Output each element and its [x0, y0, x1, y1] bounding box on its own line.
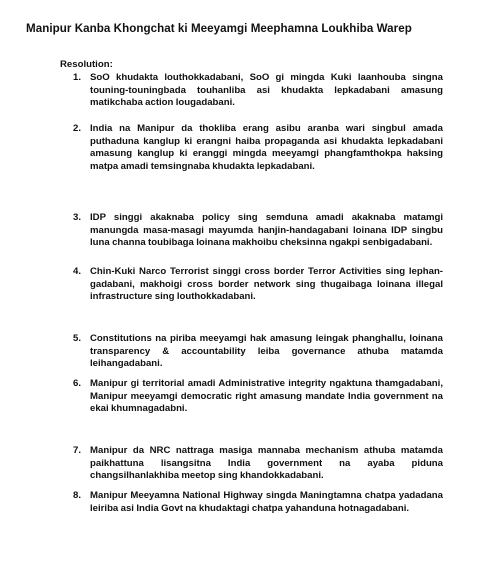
resolution-number: 8. — [73, 490, 82, 501]
resolution-number: 6. — [73, 378, 82, 389]
resolution-text: Chin-Kuki Narco Terrorist singgi cross border Terror Activities sing lephan-gadabani, makhoigi cross border network sing thugaibaga loinana illegal infrastructure sing louthokkadabani. — [90, 266, 443, 303]
resolution-text: Constitutions na piriba meeyamgi hak amasung leingak phanghallu, loinana transparency & accountability leiba governance athuba matamda leihangadabani. — [90, 333, 443, 370]
resolution-number: 1. — [73, 72, 82, 83]
resolution-text: IDP singgi akaknaba policy sing semduna amadi akaknaba matamgi manungda masa-masagi mayumda hanjin-handagabani loinana IDP singbu luna channa toubibaga loinana makhoibu cheksinna ngakpi senbigadabani. — [90, 212, 443, 249]
resolution-heading: Resolution: — [60, 59, 113, 70]
resolution-text: Manipur da NRC nattraga masiga mannaba mechanism athuba matamda paikhattuna lisangsitna India government na ayaba piduna changsilhanlakhiba meetop sing khandokkadabani. — [90, 445, 443, 482]
resolution-number: 2. — [73, 123, 82, 134]
resolution-text: Manipur Meeyamna National Highway singda Maningtamna chatpa yadadana leiriba asi India Govt na khudaktagi chatpa yahanduna hotnagadabani. — [90, 490, 443, 514]
resolution-text: SoO khudakta louthokkadabani, SoO gi mingda Kuki laanhouba singna touning-touningbada touhanliba asi khudakta lepkadabani amasung matikchaba action lougadabani. — [90, 72, 443, 109]
resolution-number: 3. — [73, 212, 82, 223]
resolution-number: 4. — [73, 266, 82, 277]
document-title: Manipur Kanba Khongchat ki Meeyamgi Meephamna Loukhiba Warep — [26, 22, 412, 35]
resolution-text: India na Manipur da thokliba erang asibu aranba wari singbul amada puthaduna kanglup ki erangni haiba propaganda asi khudakta lepkadabani amasung kanglup ki eranggi mingda meeyamgi phangfamthokpa haksing matpa amadi temsingnaba khudakta lepkadabani. — [90, 123, 443, 172]
resolution-number: 7. — [73, 445, 82, 456]
resolution-number: 5. — [73, 333, 82, 344]
resolution-text: Manipur gi territorial amadi Administrative integrity ngaktuna thamgadabani, Manipur meeyamgi democratic right amasung mandate India government na ekai khumnagadabni. — [90, 378, 443, 415]
